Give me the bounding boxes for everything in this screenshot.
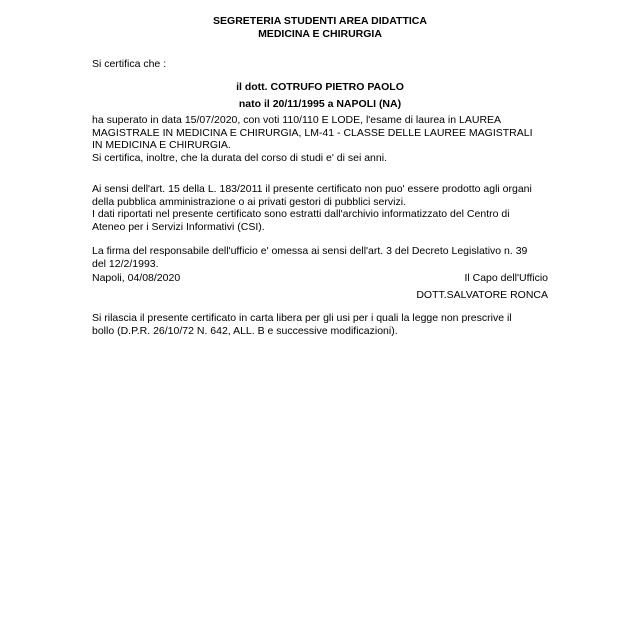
graduate-details	[0, 79, 640, 113]
header-office: SEGRETERIA STUDENTI AREA DIDATTICA	[213, 15, 427, 27]
signature-note-line: del 12/2/1993.	[92, 257, 159, 270]
header-department: MEDICINA E CHIRURGIA	[258, 28, 382, 40]
stamp-duty-line: Si rilascia il presente certificato in carta libera per gli usi per i quali la legge non prescrive il	[92, 312, 512, 324]
graduate-birth: nato il 20/11/1995 a NAPOLI (NA)	[238, 98, 402, 110]
office-head-title: Il Capo dell'Ufficio	[464, 272, 548, 284]
legal-notice-line: I dati riportati nel presente certificato sono estratti dall'archivio informatizzato del Centro di	[92, 208, 510, 221]
signature-note-paragraph	[92, 245, 552, 270]
stamp-duty-line: bollo (D.P.R. 26/10/72 N. 642, ALL. B e successive modificazioni).	[92, 324, 398, 337]
legal-notice-line: Ateneo per i Servizi Informativi (CSI).	[92, 221, 265, 234]
office-head-name: DOTT.SALVATORE RONCA	[416, 289, 548, 301]
degree-line: Si certifica, inoltre, che la durata del corso di studi e' di sei anni.	[92, 152, 387, 165]
degree-line: MAGISTRALE IN MEDICINA E CHIRURGIA, LM-41 - CLASSE DELLE LAUREE MAGISTRALI	[92, 126, 533, 139]
legal-notice-line: della pubblica amministrazione o ai privati gestori di pubblici servizi.	[92, 195, 406, 208]
place-date: Napoli, 04/08/2020	[92, 272, 181, 284]
degree-line: IN MEDICINA E CHIRURGIA.	[92, 139, 231, 152]
signature-note-line: La firma del responsabile dell'ufficio e' omessa ai sensi dell'art. 3 del Decreto Legislativo n. 39	[92, 245, 528, 257]
graduate-name: il dott. COTRUFO PIETRO PAOLO	[236, 81, 404, 93]
degree-line: ha superato in data 15/07/2020, con voti 110/110 E LODE, l'esame di laurea in LAUREA	[92, 114, 502, 126]
legal-notice-paragraph	[92, 183, 552, 234]
document-header	[0, 15, 640, 41]
stamp-duty-paragraph	[92, 312, 552, 337]
degree-paragraph	[92, 114, 552, 165]
certification-intro: Si certifica che :	[92, 58, 167, 70]
legal-notice-line: Ai sensi dell'art. 15 della L. 183/2011 il presente certificato non puo' essere prodotto agli organi	[92, 183, 532, 195]
